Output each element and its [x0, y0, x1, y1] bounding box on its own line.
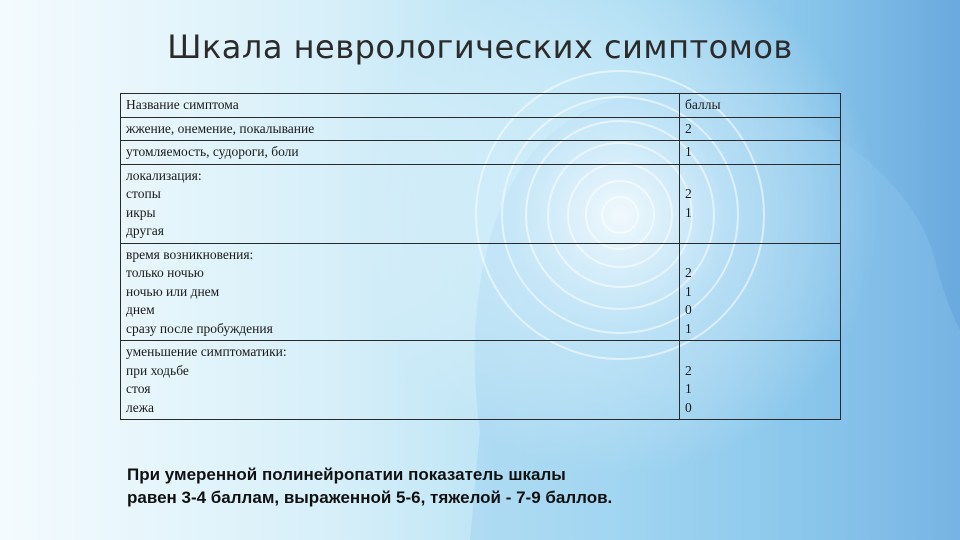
group-title: локализация:: [126, 167, 202, 183]
summary-text: [127, 463, 847, 509]
group-item: ночью или днем: [126, 283, 220, 299]
score-value: 1: [685, 320, 692, 336]
group-item: стопы: [126, 186, 161, 201]
table-row: [121, 141, 841, 165]
score-value: 2: [685, 186, 692, 201]
score-cell: [680, 341, 841, 420]
score-cell: 2: [680, 117, 841, 141]
header-score: баллы: [680, 94, 841, 118]
table-row: [121, 117, 841, 141]
group-item: стоя: [126, 381, 151, 396]
symptom-cell: [121, 243, 680, 341]
symptom-cell: [121, 164, 680, 243]
score-value: 1: [685, 283, 692, 299]
symptom-cell: утомляемость, судороги, боли: [121, 141, 680, 165]
group-item: другая: [126, 223, 164, 238]
symptom-cell: [121, 341, 680, 420]
group-item: сразу после пробуждения: [126, 320, 273, 336]
header-symptom: Название симптома: [121, 94, 680, 118]
score-value: 2: [685, 265, 692, 280]
group-item: только ночью: [126, 265, 204, 280]
score-value: 0: [685, 302, 692, 317]
group-item: икры: [126, 204, 156, 220]
table-row-onset-time: [121, 243, 841, 341]
summary-line: При умеренной полинейропатии показатель шкалы: [127, 465, 566, 484]
score-cell: [680, 243, 841, 341]
symptom-cell: жжение, онемение, покалывание: [121, 117, 680, 141]
group-title: уменьшение симптоматики:: [126, 344, 287, 359]
table-header-row: [121, 94, 841, 118]
score-cell: [680, 164, 841, 243]
group-item: днем: [126, 302, 155, 317]
table-row-symptom-relief: [121, 341, 841, 420]
group-title: время возникновения:: [126, 246, 254, 262]
score-value: 1: [685, 381, 692, 396]
group-item: при ходьбе: [126, 362, 189, 378]
table-row-localization: [121, 164, 841, 243]
score-value: 0: [685, 399, 692, 415]
group-item: лежа: [126, 399, 155, 415]
score-cell: 1: [680, 141, 841, 165]
score-value: 2: [685, 362, 692, 378]
symptom-scale-table: [120, 93, 841, 420]
score-value: 1: [685, 204, 692, 220]
slide-title: Шкала неврологических симптомов: [167, 28, 793, 66]
summary-line: равен 3-4 баллам, выраженной 5-6, тяжелой - 7-9 баллов.: [127, 488, 613, 507]
